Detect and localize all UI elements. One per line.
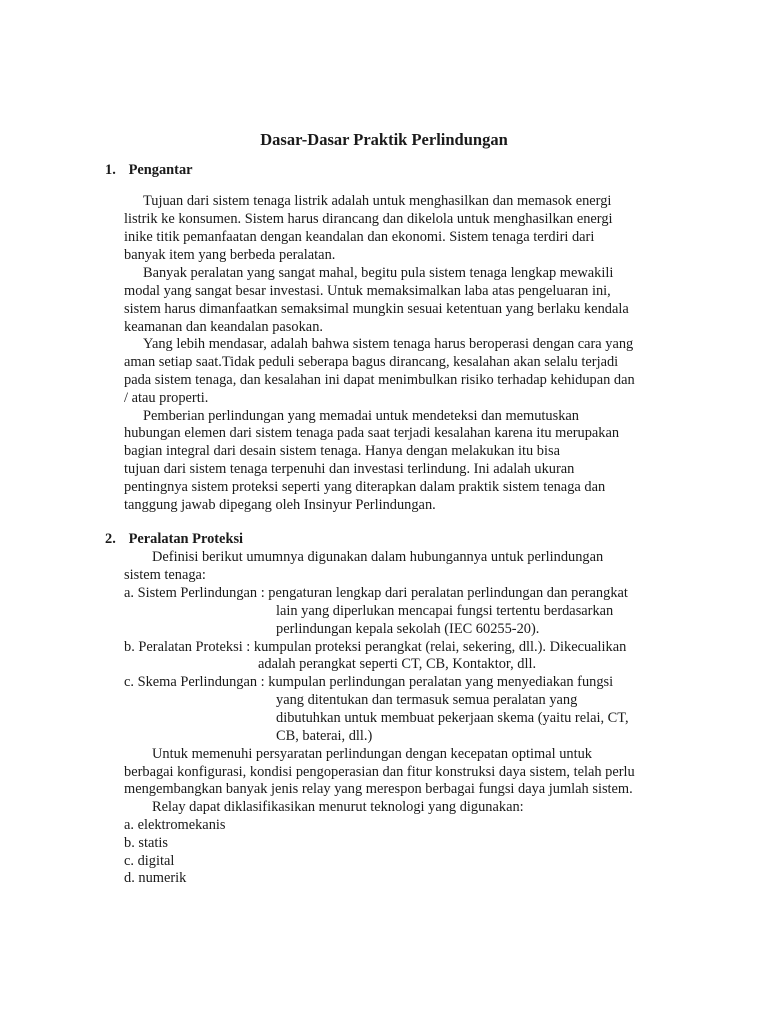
list-item: d. numerik bbox=[124, 870, 187, 886]
paragraph-line: bagian integral dari desain sistem tenaga. Hanya dengan melakukan itu bisa bbox=[124, 443, 560, 459]
paragraph-line: banyak item yang berbeda peralatan. bbox=[124, 247, 336, 263]
definition-line: CB, baterai, dll.) bbox=[276, 728, 373, 744]
section-number: 2. bbox=[105, 531, 116, 547]
paragraph-line: listrik ke konsumen. Sistem harus dirancang dan dikelola untuk menghasilkan energi bbox=[124, 211, 613, 227]
paragraph-line: tujuan dari sistem tenaga terpenuhi dan investasi terlindung. Ini adalah ukuran bbox=[124, 461, 575, 477]
paragraph-line: pada sistem tenaga, dan kesalahan ini dapat menimbulkan risiko terhadap kehidupan dan bbox=[124, 372, 635, 388]
list-item: b. statis bbox=[124, 835, 168, 851]
paragraph-line: Pemberian perlindungan yang memadai untuk mendeteksi dan memutuskan bbox=[143, 408, 580, 424]
paragraph-line: Definisi berikut umumnya digunakan dalam hubungannya untuk perlindungan bbox=[152, 549, 604, 565]
document-title: Dasar-Dasar Praktik Perlindungan bbox=[260, 130, 508, 149]
paragraph-line: aman setiap saat.Tidak peduli seberapa bagus dirancang, kesalahan akan selalu terjadi bbox=[124, 354, 619, 370]
paragraph-line: Untuk memenuhi persyaratan perlindungan dengan kecepatan optimal untuk bbox=[152, 746, 592, 762]
list-item: a. elektromekanis bbox=[124, 817, 226, 833]
section-number: 1. bbox=[105, 162, 116, 178]
paragraph-line: inike titik pemanfaatan dengan keandalan dan ekonomi. Sistem tenaga terdiri dari bbox=[124, 229, 595, 245]
section-title: Peralatan Proteksi bbox=[128, 531, 244, 547]
paragraph-line: Relay dapat diklasifikasikan menurut teknologi yang digunakan: bbox=[152, 799, 524, 815]
paragraph-line: mengembangkan banyak jenis relay yang merespon berbagai fungsi daya jumlah sistem. bbox=[124, 781, 633, 797]
definition-line: adalah perangkat seperti CT, CB, Kontaktor, dll. bbox=[258, 656, 537, 672]
paragraph-line: sistem harus dimanfaatkan semaksimal mungkin sesuai ketentuan yang berlaku kendala bbox=[124, 301, 629, 317]
paragraph-line: sistem tenaga: bbox=[124, 567, 206, 583]
section-heading-pengantar bbox=[105, 161, 193, 179]
definition-line: lain yang diperlukan mencapai fungsi tertentu berdasarkan bbox=[276, 603, 614, 619]
paragraph-line: keamanan dan keandalan pasokan. bbox=[124, 319, 323, 335]
paragraph-line: modal yang sangat besar investasi. Untuk memaksimalkan laba atas pengeluaran ini, bbox=[124, 283, 611, 299]
definition-line: yang ditentukan dan termasuk semua peralatan yang bbox=[276, 692, 578, 708]
paragraph-line: / atau properti. bbox=[124, 390, 209, 406]
section-heading-peralatan-proteksi bbox=[105, 530, 243, 548]
definition-line: perlindungan kepala sekolah (IEC 60255-20). bbox=[276, 621, 540, 637]
paragraph-line: berbagai konfigurasi, kondisi pengoperasian dan fitur konstruksi daya sistem, telah perlu bbox=[124, 764, 635, 780]
paragraph-line: pentingnya sistem proteksi seperti yang diterapkan dalam praktik sistem tenaga dan bbox=[124, 479, 606, 495]
definition-line: c. Skema Perlindungan : kumpulan perlindungan peralatan yang menyediakan fungsi bbox=[124, 674, 614, 690]
section-title: Pengantar bbox=[128, 162, 193, 178]
paragraph-line: Tujuan dari sistem tenaga listrik adalah untuk menghasilkan dan memasok energi bbox=[143, 193, 612, 209]
paragraph-line: Yang lebih mendasar, adalah bahwa sistem tenaga harus beroperasi dengan cara yang bbox=[143, 336, 634, 352]
definition-line: a. Sistem Perlindungan : pengaturan lengkap dari peralatan perlindungan dan perangkat bbox=[124, 585, 628, 601]
list-item: c. digital bbox=[124, 853, 175, 869]
paragraph-line: Banyak peralatan yang sangat mahal, begitu pula sistem tenaga lengkap mewakili bbox=[143, 265, 614, 281]
definition-line: dibutuhkan untuk membuat pekerjaan skema (yaitu relai, CT, bbox=[276, 710, 629, 726]
paragraph-line: tanggung jawab dipegang oleh Insinyur Perlindungan. bbox=[124, 497, 436, 513]
paragraph-line: hubungan elemen dari sistem tenaga pada saat terjadi kesalahan karena itu merupakan bbox=[124, 425, 620, 441]
definition-line: b. Peralatan Proteksi : kumpulan proteksi perangkat (relai, sekering, dll.). Dikecualikan bbox=[124, 639, 627, 655]
